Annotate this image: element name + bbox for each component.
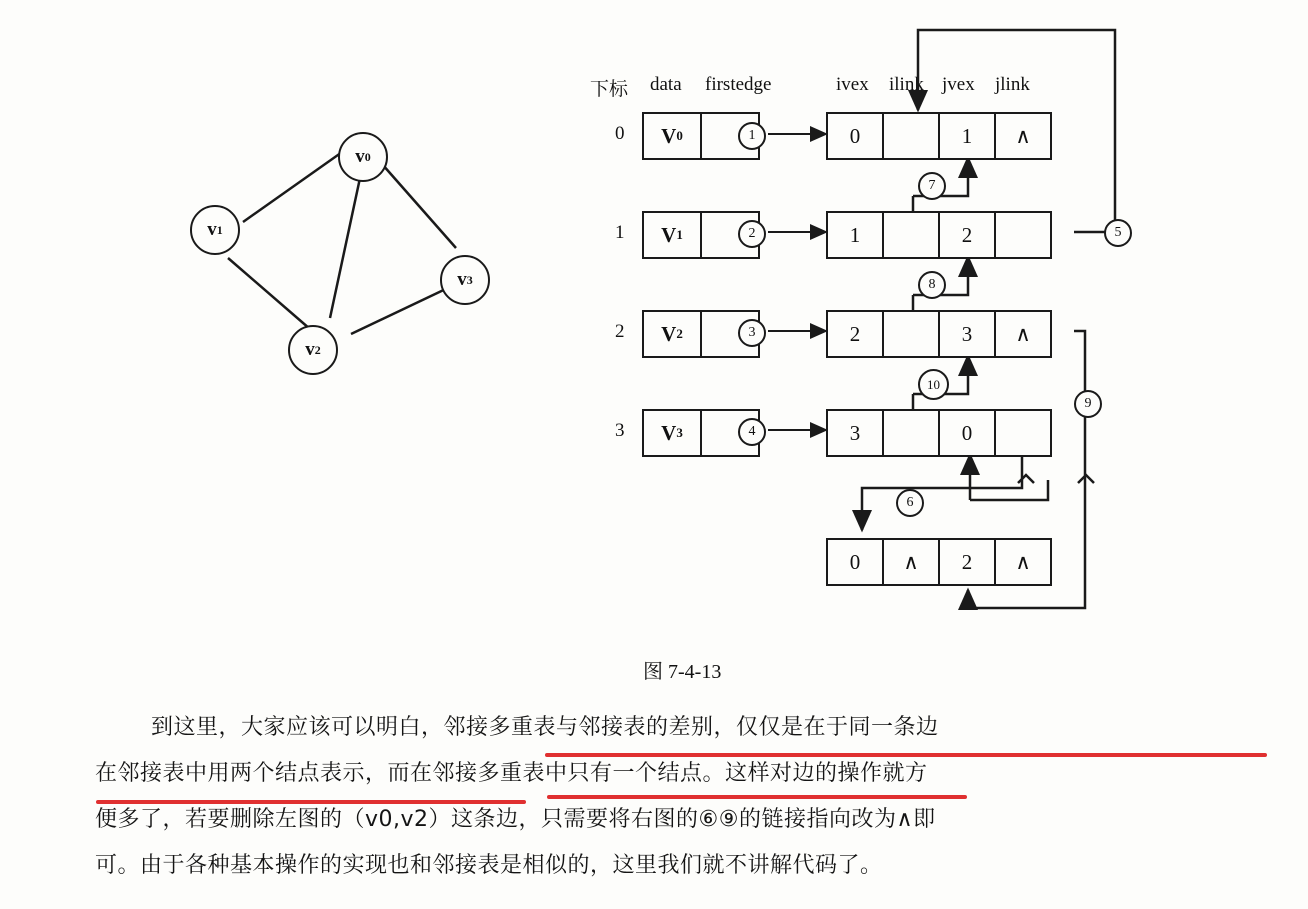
vertex-node-2-data-sub: 2	[676, 326, 683, 341]
edge-node-1-ivex: 1	[828, 213, 884, 257]
link-marker-8: 8	[918, 271, 946, 299]
edge-node-3-ivex: 3	[828, 411, 884, 455]
vertex-node-1-data	[644, 213, 702, 257]
graph-vertex-v3	[440, 255, 490, 305]
body-line-3: 便多了，若要删除左图的（v0,v2）这条边，只需要将右图的⑥⑨的链接指向改为∧即	[95, 807, 936, 832]
link-marker-4: 4	[738, 418, 766, 446]
header-data: data	[650, 74, 682, 95]
edge-node-2	[826, 310, 1052, 358]
link-marker-7: 7	[918, 172, 946, 200]
vertex-node-1-data-label: V	[661, 222, 677, 247]
graph-vertex-v1	[190, 205, 240, 255]
body-line-2: 在邻接表中用两个结点表示，而在邻接多重表中只有一个结点。这样对边的操作就方	[95, 761, 928, 786]
edge-node-2-ilink	[884, 312, 940, 356]
edge-node-4-jlink: ∧	[1015, 549, 1031, 574]
highlight-underline-3	[547, 795, 967, 799]
highlight-underline-2	[96, 800, 526, 804]
graph-vertex-v0-sub: 0	[364, 149, 371, 164]
vertex-node-3-data-sub: 3	[676, 425, 683, 440]
vertex-node-0-data-sub: 0	[676, 128, 683, 143]
vertex-node-0-data-label: V	[661, 123, 677, 148]
row-index-0: 0	[615, 123, 625, 144]
graph-vertex-v1-sub: 1	[216, 222, 223, 237]
edge-node-1	[826, 211, 1052, 259]
edge-node-4-ivex: 0	[828, 540, 884, 584]
header-index: 下标	[590, 79, 629, 100]
edge-node-3-jvex: 0	[940, 411, 996, 455]
graph-vertex-v3-label: v	[457, 269, 467, 290]
figure-caption: 图 7-4-13	[643, 661, 722, 683]
edge-node-3-ilink	[884, 411, 940, 455]
header-jvex: jvex	[942, 74, 975, 95]
link-marker-9: 9	[1074, 390, 1102, 418]
edge-node-4	[826, 538, 1052, 586]
vertex-node-1-data-sub: 1	[676, 227, 683, 242]
link-marker-2: 2	[738, 220, 766, 248]
link-marker-3: 3	[738, 319, 766, 347]
highlight-underline-1	[545, 753, 1267, 757]
link-marker-10: 10	[918, 369, 949, 400]
edge-node-1-jvex: 2	[940, 213, 996, 257]
link-marker-6: 6	[896, 489, 924, 517]
edge-node-2-ivex: 2	[828, 312, 884, 356]
row-index-3: 3	[615, 420, 625, 441]
row-index-2: 2	[615, 321, 625, 342]
edge-node-0-jvex: 1	[940, 114, 996, 158]
body-line-4: 可。由于各种基本操作的实现也和邻接表是相似的，这里我们就不讲解代码了。	[95, 853, 883, 878]
edge-node-0-jlink: ∧	[1015, 123, 1031, 148]
edge-node-4-jvex: 2	[940, 540, 996, 584]
vertex-node-3-data-label: V	[661, 420, 677, 445]
edge-node-2-jlink: ∧	[1015, 321, 1031, 346]
vertex-node-0-data	[644, 114, 702, 158]
graph-vertex-v0-label: v	[355, 146, 365, 167]
graph-vertex-v2-label: v	[305, 339, 315, 360]
edge-node-2-jvex: 3	[940, 312, 996, 356]
link-marker-5: 5	[1104, 219, 1132, 247]
vertex-node-2-data	[644, 312, 702, 356]
header-jlink: jlink	[995, 74, 1030, 95]
edge-node-0-ilink	[884, 114, 940, 158]
vertex-node-2-data-label: V	[661, 321, 677, 346]
header-firstedge: firstedge	[705, 74, 772, 95]
undirected-graph	[140, 110, 560, 400]
header-ivex: ivex	[836, 74, 869, 95]
graph-vertex-v0	[338, 132, 388, 182]
graph-vertex-v3-sub: 3	[466, 272, 473, 287]
body-line-1: 到这里，大家应该可以明白，邻接多重表与邻接表的差别，仅仅是在于同一条边	[151, 715, 939, 740]
row-index-1: 1	[615, 222, 625, 243]
graph-vertex-v2-sub: 2	[314, 342, 321, 357]
edge-node-1-ilink	[884, 213, 940, 257]
edge-node-0-ivex: 0	[828, 114, 884, 158]
header-ilink: ilink	[889, 74, 924, 95]
link-marker-1: 1	[738, 122, 766, 150]
graph-vertex-v2	[288, 325, 338, 375]
graph-vertex-v1-label: v	[207, 219, 217, 240]
vertex-node-3-data	[644, 411, 702, 455]
edge-node-3-jlink	[996, 411, 1050, 455]
edge-node-0	[826, 112, 1052, 160]
edge-node-1-jlink	[996, 213, 1050, 257]
edge-node-3	[826, 409, 1052, 457]
edge-node-4-ilink: ∧	[884, 540, 940, 584]
